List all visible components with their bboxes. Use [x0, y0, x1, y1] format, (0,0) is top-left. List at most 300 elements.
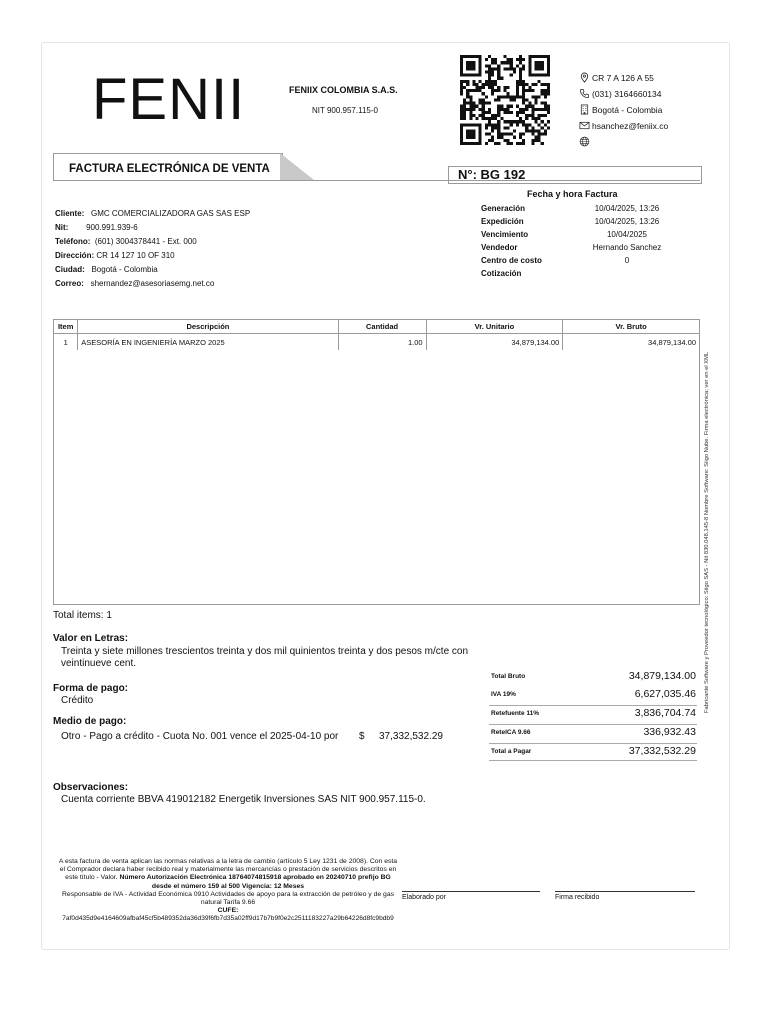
- qr-module: [534, 108, 537, 111]
- qr-module: [544, 133, 547, 136]
- meta-value: 0: [624, 256, 630, 265]
- qr-module: [497, 133, 500, 136]
- qr-module: [503, 86, 506, 89]
- qr-module: [544, 129, 547, 132]
- qr-module: [469, 117, 472, 120]
- qr-module: [534, 102, 537, 105]
- qr-module: [547, 126, 550, 129]
- phone-label: Teléfono:: [55, 237, 91, 246]
- valor-letras: Treinta y siete millones trescientos treinta y dos mil quinientos treinta y dos pesos m/cte con veintinueve cent.: [61, 646, 469, 669]
- qr-module: [488, 102, 491, 105]
- qr-module: [463, 86, 466, 89]
- qr-module: [507, 92, 510, 95]
- qr-module: [500, 77, 503, 80]
- qr-module: [469, 108, 472, 111]
- qr-module: [494, 98, 497, 101]
- qr-module: [507, 142, 510, 145]
- qr-module: [460, 92, 463, 95]
- qr-module: [503, 120, 506, 123]
- phone-icon: [579, 88, 590, 99]
- qr-module: [500, 133, 503, 136]
- qr-module: [534, 95, 537, 98]
- qr-module: [491, 129, 494, 132]
- qr-module: [497, 105, 500, 108]
- qr-module: [510, 111, 513, 114]
- qr-module: [507, 67, 510, 70]
- qr-module: [534, 120, 537, 123]
- qr-module: [510, 123, 513, 126]
- qr-module: [482, 108, 485, 111]
- cell-descripcion: ASESORÍA EN INGENIERÍA MARZO 2025: [78, 334, 338, 351]
- qr-module: [525, 108, 528, 111]
- qr-module: [528, 105, 531, 108]
- qr-module: [460, 89, 463, 92]
- qr-module: [538, 114, 541, 117]
- qr-module: [516, 89, 519, 92]
- qr-module: [522, 92, 525, 95]
- qr-module: [531, 105, 534, 108]
- qr-module: [479, 98, 482, 101]
- client-value: GMC COMERCIALIZADORA GAS SAS ESP: [91, 209, 251, 218]
- col-cantidad: Cantidad: [338, 320, 426, 334]
- contact-web: [579, 136, 590, 147]
- qr-module: [538, 108, 541, 111]
- meta-label: Expedición: [481, 217, 524, 226]
- qr-module: [491, 67, 494, 70]
- qr-module: [510, 133, 513, 136]
- qr-module: [460, 86, 463, 89]
- qr-module: [479, 86, 482, 89]
- nit-label: Nit:: [55, 223, 69, 232]
- qr-module: [510, 105, 513, 108]
- qr-module: [497, 71, 500, 74]
- contact-phone: [579, 88, 661, 99]
- forma-pago-label: Forma de pago:: [53, 683, 129, 694]
- qr-module: [513, 120, 516, 123]
- firma-line: [555, 891, 695, 892]
- cell-vr-bruto: 34,879,134.00: [563, 334, 700, 351]
- qr-module: [513, 71, 516, 74]
- qr-module: [522, 102, 525, 105]
- qr-module: [519, 120, 522, 123]
- legal-text-2: Responsable de IVA - Actividad Económica 0910 Actividades de apoyo para la extracción de petróleo y de gas natural Tarifa 9.66: [62, 890, 394, 907]
- qr-module: [544, 105, 547, 108]
- qr-module: [538, 139, 541, 142]
- phone-value: (601) 3004378441 - Ext. 000: [94, 237, 197, 246]
- qr-module: [491, 83, 494, 86]
- qr-module: [463, 117, 466, 120]
- qr-module: [531, 114, 534, 117]
- qr-module: [547, 89, 550, 92]
- qr-module: [485, 95, 488, 98]
- qr-module: [544, 92, 547, 95]
- qr-module: [522, 120, 525, 123]
- cell-item: 1: [54, 334, 78, 351]
- qr-module: [510, 64, 513, 67]
- qr-module: [460, 108, 463, 111]
- qr-module: [541, 89, 544, 92]
- qr-module: [525, 89, 528, 92]
- qr-module: [469, 102, 472, 105]
- qr-module: [516, 80, 519, 83]
- city-text: Bogotá - Colombia: [592, 104, 663, 115]
- qr-module: [472, 89, 475, 92]
- qr-module: [525, 105, 528, 108]
- qr-module: [460, 105, 463, 108]
- qr-module: [500, 95, 503, 98]
- total-label: Total Bruto: [491, 673, 526, 680]
- legal-text-1: A esta factura de venta aplican las normas relativas a la letra de cambio (artículo 5 Ley 1231 de 2008). Con esta el Comprador declara haber recibido real y materialmente las mercancías o prestación de servicios descritos en este título - Valor.: [58, 858, 398, 882]
- qr-module: [507, 58, 510, 61]
- qr-module: [503, 133, 506, 136]
- qr-module: [510, 67, 513, 70]
- qr-module: [485, 80, 488, 83]
- qr-module: [497, 98, 500, 101]
- qr-module: [488, 123, 491, 126]
- email-value: shernandez@asesoriasemg.net.co: [90, 279, 215, 288]
- total-items: Total items: 1: [53, 610, 112, 621]
- qr-module: [507, 120, 510, 123]
- medio-pago-currency: $: [359, 731, 365, 742]
- cell-vr-unitario: 34,879,134.00: [426, 334, 563, 351]
- qr-module: [503, 67, 506, 70]
- qr-module: [497, 114, 500, 117]
- address-row: [55, 251, 175, 260]
- qr-module: [522, 86, 525, 89]
- qr-module: [491, 126, 494, 129]
- qr-module: [538, 80, 541, 83]
- qr-module: [491, 136, 494, 139]
- qr-module: [541, 114, 544, 117]
- qr-module: [522, 64, 525, 67]
- total-divider: [489, 743, 697, 744]
- qr-module: [472, 108, 475, 111]
- qr-module: [463, 102, 466, 105]
- total-value: 34,879,134.00: [628, 670, 696, 682]
- qr-module: [494, 58, 497, 61]
- qr-module: [488, 111, 491, 114]
- qr-module: [503, 126, 506, 129]
- qr-module: [476, 89, 479, 92]
- qr-module: [522, 139, 525, 142]
- qr-module: [519, 67, 522, 70]
- qr-module: [513, 136, 516, 139]
- qr-module: [491, 74, 494, 77]
- qr-module: [525, 98, 528, 101]
- qr-module: [516, 114, 519, 117]
- qr-module: [516, 95, 519, 98]
- qr-module: [503, 108, 506, 111]
- qr-module: [491, 114, 494, 117]
- qr-module: [516, 123, 519, 126]
- qr-module: [507, 95, 510, 98]
- qr-module: [547, 83, 550, 86]
- qr-module: [476, 105, 479, 108]
- qr-module: [482, 111, 485, 114]
- qr-module: [513, 98, 516, 101]
- qr-module: [488, 55, 491, 58]
- qr-module: [522, 89, 525, 92]
- phone-row: [55, 237, 197, 246]
- qr-module: [547, 120, 550, 123]
- qr-module: [547, 86, 550, 89]
- qr-module: [541, 126, 544, 129]
- qr-module: [497, 64, 500, 67]
- qr-module: [488, 108, 491, 111]
- city-value: Bogotá - Colombia: [91, 265, 158, 274]
- qr-module: [466, 108, 469, 111]
- envelope-icon: [579, 120, 590, 131]
- qr-module: [510, 142, 513, 145]
- medio-pago-amount: 37,332,532.29: [379, 731, 443, 742]
- observaciones-label: Observaciones:: [53, 782, 129, 793]
- qr-module: [503, 111, 506, 114]
- qr-module: [538, 117, 541, 120]
- qr-module: [531, 111, 534, 114]
- qr-module: [466, 83, 469, 86]
- contact-email: [579, 120, 668, 131]
- elaborado-line: [402, 891, 540, 892]
- invoice-page: [41, 42, 730, 950]
- qr-module: [510, 74, 513, 77]
- col-vr-unitario: Vr. Unitario: [426, 320, 563, 334]
- invoice-number: N°: BG 192: [458, 167, 526, 182]
- address-label: Dirección:: [55, 251, 95, 260]
- qr-module: [485, 64, 488, 67]
- qr-module: [488, 67, 491, 70]
- meta-value: Hernando Sanchez: [592, 243, 662, 252]
- qr-module: [510, 58, 513, 61]
- qr-module: [516, 92, 519, 95]
- qr-module: [485, 142, 488, 145]
- email-text: hsanchez@feniix.co: [592, 120, 669, 131]
- qr-module: [479, 102, 482, 105]
- qr-module: [519, 111, 522, 114]
- qr-module: [479, 114, 482, 117]
- qr-module: [525, 114, 528, 117]
- qr-module: [488, 64, 491, 67]
- qr-module: [531, 142, 534, 145]
- qr-module: [491, 80, 494, 83]
- qr-module: [488, 74, 491, 77]
- qr-module: [491, 71, 494, 74]
- qr-module: [485, 102, 488, 105]
- address-value: CR 14 127 10 OF 310: [96, 251, 175, 260]
- qr-module: [541, 83, 544, 86]
- qr-module: [497, 86, 500, 89]
- qr-module: [488, 120, 491, 123]
- total-divider: [489, 705, 697, 706]
- qr-module: [469, 95, 472, 98]
- qr-module: [522, 83, 525, 86]
- email-label: Correo:: [55, 279, 84, 288]
- qr-module: [507, 126, 510, 129]
- qr-module: [534, 98, 537, 101]
- qr-module: [491, 86, 494, 89]
- qr-module: [469, 114, 472, 117]
- qr-module: [528, 129, 531, 132]
- document-title: FACTURA ELECTRÓNICA DE VENTA: [69, 163, 270, 175]
- qr-module: [497, 129, 500, 132]
- qr-module: [460, 117, 463, 120]
- firma-label: Firma recibido: [555, 894, 600, 901]
- qr-module: [463, 114, 466, 117]
- company-name: FENIIX COLOMBIA S.A.S.: [289, 85, 398, 95]
- qr-module: [534, 139, 537, 142]
- qr-module: [538, 123, 541, 126]
- qr-module: [497, 126, 500, 129]
- location-pin-icon: [579, 72, 590, 83]
- qr-module: [488, 117, 491, 120]
- meta-label: Vendedor: [481, 243, 518, 252]
- table-header-row: [54, 320, 700, 334]
- qr-module: [463, 98, 466, 101]
- client-label: Cliente:: [55, 209, 85, 218]
- qr-module: [531, 117, 534, 120]
- qr-module: [466, 92, 469, 95]
- qr-module: [494, 123, 497, 126]
- qr-module: [510, 98, 513, 101]
- qr-module: [507, 105, 510, 108]
- qr-module: [500, 117, 503, 120]
- table-row: [54, 334, 700, 351]
- qr-module: [531, 95, 534, 98]
- qr-module: [497, 120, 500, 123]
- qr-module: [485, 83, 488, 86]
- contact-address: [579, 72, 654, 83]
- cell-cantidad: 1.00: [338, 334, 426, 351]
- valor-letras-label: Valor en Letras:: [53, 633, 129, 644]
- total-divider: [489, 724, 697, 725]
- qr-module: [476, 83, 479, 86]
- qr-finder: [466, 61, 475, 70]
- qr-finder: [534, 61, 543, 70]
- qr-module: [482, 98, 485, 101]
- qr-module: [516, 105, 519, 108]
- qr-module: [482, 92, 485, 95]
- qr-module: [503, 95, 506, 98]
- qr-module: [491, 58, 494, 61]
- qr-module: [488, 86, 491, 89]
- qr-module: [507, 111, 510, 114]
- city-label: Ciudad:: [55, 265, 85, 274]
- total-label: Total a Pagar: [491, 748, 532, 755]
- email-row: [55, 279, 214, 288]
- qr-module: [485, 126, 488, 129]
- meta-value: 10/04/2025: [606, 230, 648, 239]
- qr-module: [485, 111, 488, 114]
- qr-module: [516, 83, 519, 86]
- qr-module: [476, 117, 479, 120]
- qr-module: [538, 129, 541, 132]
- meta-label: Centro de costo: [481, 256, 542, 265]
- qr-module: [482, 117, 485, 120]
- total-value: 336,932.43: [643, 726, 696, 738]
- qr-module: [482, 83, 485, 86]
- qr-module: [522, 123, 525, 126]
- qr-module: [494, 67, 497, 70]
- qr-module: [494, 83, 497, 86]
- meta-label: Vencimiento: [481, 230, 529, 239]
- qr-module: [534, 129, 537, 132]
- medio-pago-label: Medio de pago:: [53, 716, 127, 727]
- qr-module: [466, 95, 469, 98]
- qr-module: [516, 86, 519, 89]
- qr-module: [503, 89, 506, 92]
- qr-module: [528, 86, 531, 89]
- qr-module: [519, 136, 522, 139]
- col-descripcion: Descripción: [78, 320, 338, 334]
- qr-module: [534, 83, 537, 86]
- qr-module: [497, 136, 500, 139]
- qr-module: [497, 95, 500, 98]
- qr-module: [525, 126, 528, 129]
- observaciones: Cuenta corriente BBVA 419012182 Energetik Inversiones SAS NIT 900.957.115-0.: [61, 794, 426, 805]
- qr-module: [497, 123, 500, 126]
- qr-module: [513, 67, 516, 70]
- total-label: IVA 19%: [491, 691, 516, 698]
- qr-module: [519, 58, 522, 61]
- legal-footer: [58, 858, 398, 924]
- qr-module: [500, 108, 503, 111]
- qr-module: [519, 117, 522, 120]
- nit-row: [55, 223, 138, 232]
- qr-module: [503, 61, 506, 64]
- software-provider-text: Fabricante Software y Proveedor tecnológico: Siigo SAS - Nit 830.048.145-8 Nombre Software: Siigo Nube. Firma electrónica: ver en el XML: [704, 351, 710, 713]
- qr-module: [497, 111, 500, 114]
- qr-module: [494, 114, 497, 117]
- fecha-heading: Fecha y hora Factura: [527, 189, 618, 199]
- qr-module: [497, 108, 500, 111]
- qr-module: [500, 61, 503, 64]
- qr-module: [497, 67, 500, 70]
- qr-module: [482, 102, 485, 105]
- qr-module: [525, 129, 528, 132]
- qr-module: [485, 58, 488, 61]
- qr-module: [510, 120, 513, 123]
- qr-module: [538, 133, 541, 136]
- logo-text: FENII: [92, 73, 246, 132]
- qr-module: [516, 142, 519, 145]
- qr-module: [460, 114, 463, 117]
- city-row: [55, 265, 158, 274]
- qr-module: [482, 105, 485, 108]
- phone-text: (031) 3164660134: [592, 88, 662, 99]
- qr-module: [531, 139, 534, 142]
- qr-module: [522, 58, 525, 61]
- qr-module: [510, 95, 513, 98]
- qr-module: [544, 102, 547, 105]
- meta-value: 10/04/2025, 13:26: [594, 204, 660, 213]
- qr-module: [507, 86, 510, 89]
- qr-module: [541, 142, 544, 145]
- qr-module: [469, 89, 472, 92]
- qr-module: [525, 117, 528, 120]
- total-divider: [489, 760, 697, 761]
- qr-module: [494, 117, 497, 120]
- qr-module: [528, 114, 531, 117]
- qr-module: [522, 80, 525, 83]
- qr-module: [491, 61, 494, 64]
- qr-module: [500, 136, 503, 139]
- qr-module: [460, 83, 463, 86]
- qr-module: [544, 83, 547, 86]
- items-table: [53, 319, 700, 350]
- qr-module: [522, 108, 525, 111]
- qr-module: [472, 114, 475, 117]
- qr-module: [519, 61, 522, 64]
- qr-module: [547, 105, 550, 108]
